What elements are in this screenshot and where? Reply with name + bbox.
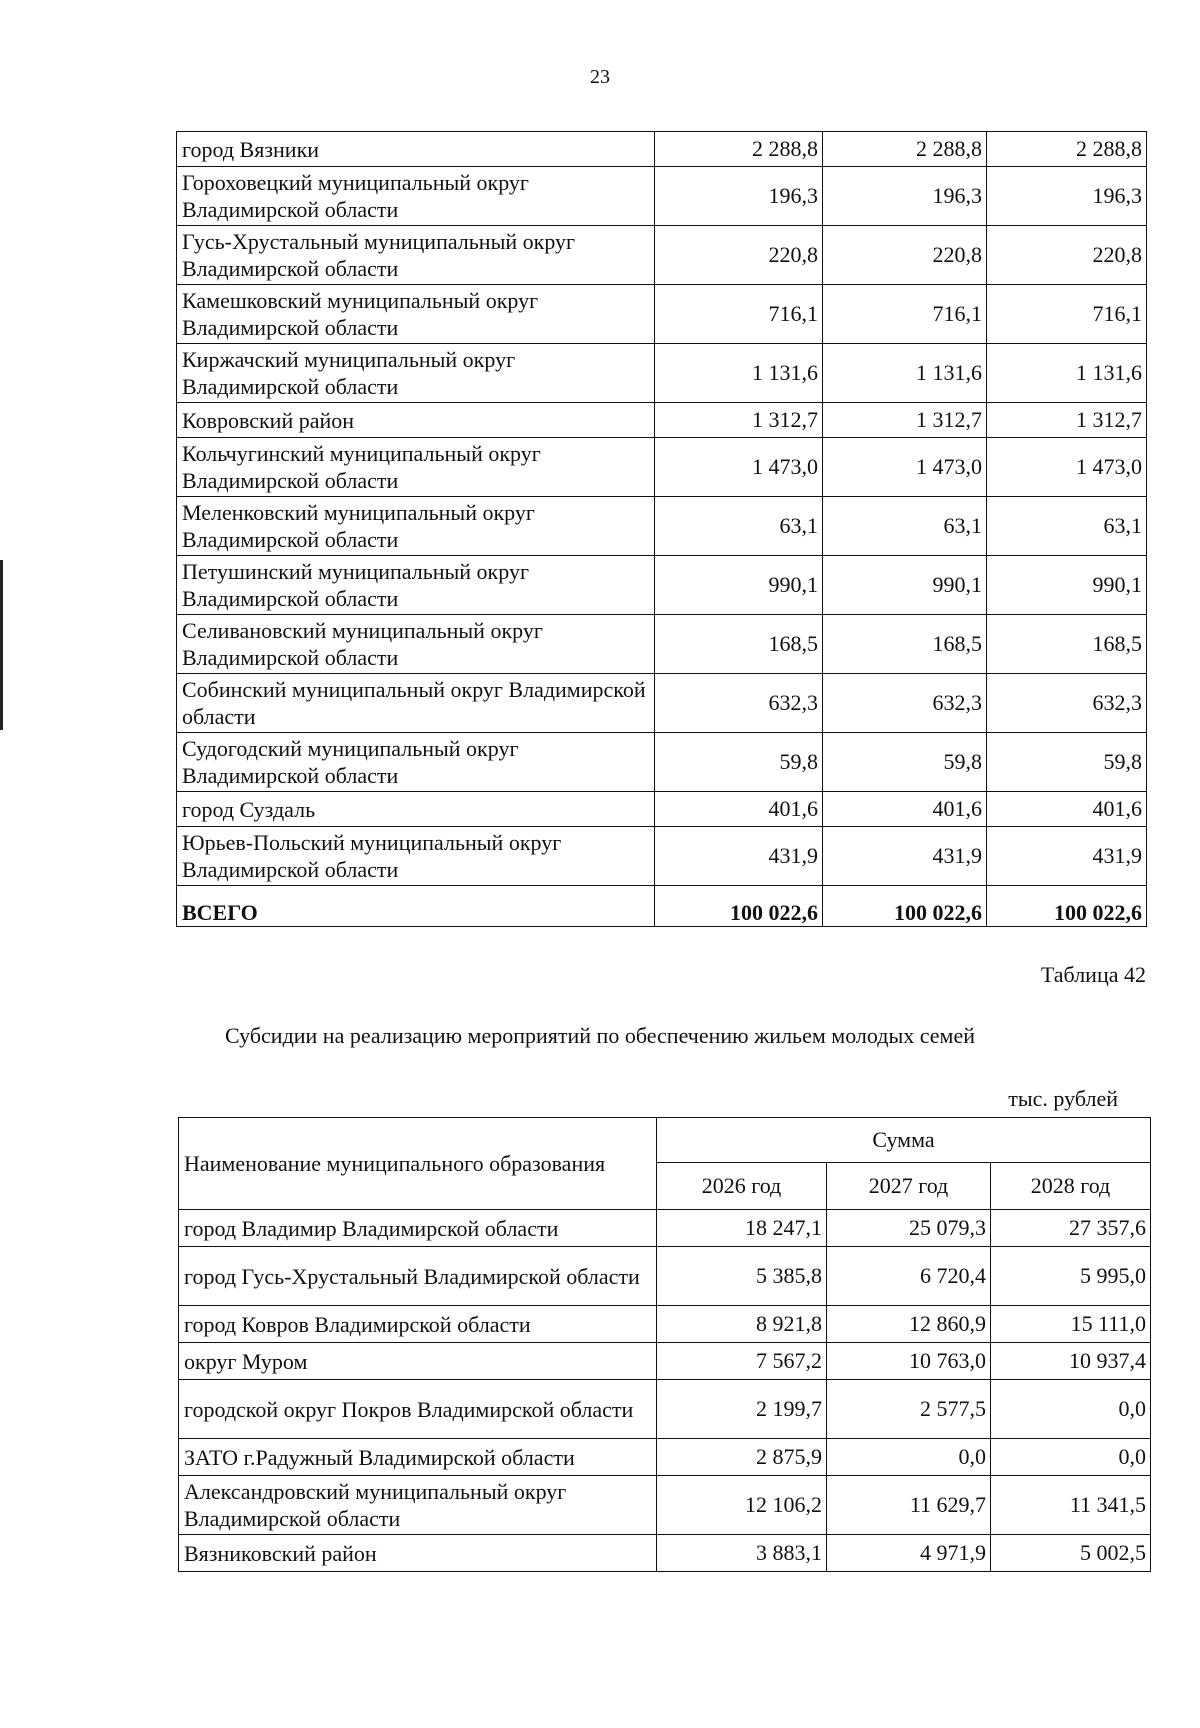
value-2026: 220,8 [655, 226, 823, 285]
municipality-name: город Ковров Владимирской области [179, 1306, 657, 1343]
value-2027: 11 629,7 [827, 1476, 991, 1535]
value-2028: 431,9 [987, 827, 1147, 886]
value-2027: 716,1 [823, 285, 987, 344]
municipality-name: Собинский муниципальный округ Владимирской области [177, 674, 655, 733]
value-2027: 168,5 [823, 615, 987, 674]
table-row [177, 827, 1147, 886]
value-2026: 1 312,7 [655, 403, 823, 438]
value-2028: 401,6 [987, 792, 1147, 827]
table-row [177, 285, 1147, 344]
value-2026: 8 921,8 [657, 1306, 827, 1343]
header-row [179, 1118, 1151, 1163]
page-number: 23 [590, 66, 610, 88]
municipality-name: Юрьев-Польский муниципальный округ Владимирской области [177, 827, 655, 886]
municipality-name: Гороховецкий муниципальный округ Владимирской области [177, 167, 655, 226]
table-row [177, 438, 1147, 497]
municipality-name: Камешковский муниципальный округ Владимирской области [177, 285, 655, 344]
value-2028: 5 995,0 [991, 1247, 1151, 1306]
value-2027: 63,1 [823, 497, 987, 556]
municipality-name: округ Муром [179, 1343, 657, 1380]
value-2027: 59,8 [823, 733, 987, 792]
total-2026: 100 022,6 [655, 886, 823, 927]
table-row [177, 674, 1147, 733]
value-2026: 3 883,1 [657, 1535, 827, 1572]
table-row [179, 1247, 1151, 1306]
municipality-name: Киржачский муниципальный округ Владимирской области [177, 344, 655, 403]
value-2026: 59,8 [655, 733, 823, 792]
value-2027: 990,1 [823, 556, 987, 615]
value-2026: 2 199,7 [657, 1380, 827, 1439]
value-2027: 1 312,7 [823, 403, 987, 438]
table-row [179, 1535, 1151, 1572]
value-2028: 11 341,5 [991, 1476, 1151, 1535]
value-2028: 1 473,0 [987, 438, 1147, 497]
value-2027: 1 131,6 [823, 344, 987, 403]
value-2028: 27 357,6 [991, 1210, 1151, 1247]
municipality-name: Вязниковский район [179, 1535, 657, 1572]
value-2026: 5 385,8 [657, 1247, 827, 1306]
table-row [177, 733, 1147, 792]
table-row [177, 556, 1147, 615]
municipality-name: Кольчугинский муниципальный округ Владимирской области [177, 438, 655, 497]
municipality-name: ЗАТО г.Радужный Владимирской области [179, 1439, 657, 1476]
municipality-name: город Владимир Владимирской области [179, 1210, 657, 1247]
value-2028: 2 288,8 [987, 132, 1147, 167]
value-2028: 716,1 [987, 285, 1147, 344]
value-2028: 63,1 [987, 497, 1147, 556]
municipality-name: город Гусь-Хрустальный Владимирской области [179, 1247, 657, 1306]
value-2027: 401,6 [823, 792, 987, 827]
value-2028: 0,0 [991, 1380, 1151, 1439]
value-2028: 1 312,7 [987, 403, 1147, 438]
table-row [177, 497, 1147, 556]
subsidies-table [178, 1117, 1151, 1572]
scan-edge-mark [0, 560, 3, 730]
value-2026: 401,6 [655, 792, 823, 827]
value-2027: 6 720,4 [827, 1247, 991, 1306]
municipality-name: Александровский муниципальный округ Владимирской области [179, 1476, 657, 1535]
municipality-name: город Вязники [177, 132, 655, 167]
municipality-name: Меленковский муниципальный округ Владимирской области [177, 497, 655, 556]
value-2026: 196,3 [655, 167, 823, 226]
value-2028: 0,0 [991, 1439, 1151, 1476]
year-2027-header: 2027 год [827, 1163, 991, 1210]
total-label: ВСЕГО [177, 886, 655, 927]
municipality-column-header: Наименование муниципального образования [179, 1118, 657, 1210]
value-2028: 632,3 [987, 674, 1147, 733]
value-2026: 1 131,6 [655, 344, 823, 403]
value-2028: 990,1 [987, 556, 1147, 615]
table-row [179, 1343, 1151, 1380]
value-2026: 2 875,9 [657, 1439, 827, 1476]
table-title: Субсидии на реализацию мероприятий по обеспечению жильем молодых семей [225, 1023, 975, 1048]
value-2028: 5 002,5 [991, 1535, 1151, 1572]
table-row [179, 1306, 1151, 1343]
year-2028-header: 2028 год [991, 1163, 1151, 1210]
value-2027: 196,3 [823, 167, 987, 226]
year-2026-header: 2026 год [657, 1163, 827, 1210]
table-row [179, 1380, 1151, 1439]
value-2028: 196,3 [987, 167, 1147, 226]
continuation-table [176, 131, 1147, 927]
municipality-name: городской округ Покров Владимирской области [179, 1380, 657, 1439]
value-2026: 632,3 [655, 674, 823, 733]
value-2026: 2 288,8 [655, 132, 823, 167]
table-row [177, 226, 1147, 285]
value-2027: 4 971,9 [827, 1535, 991, 1572]
value-2027: 220,8 [823, 226, 987, 285]
municipality-name: город Суздаль [177, 792, 655, 827]
value-2026: 716,1 [655, 285, 823, 344]
value-2026: 1 473,0 [655, 438, 823, 497]
value-2028: 168,5 [987, 615, 1147, 674]
table-row [177, 615, 1147, 674]
value-2027: 632,3 [823, 674, 987, 733]
value-2028: 15 111,0 [991, 1306, 1151, 1343]
table-row [177, 792, 1147, 827]
value-2026: 431,9 [655, 827, 823, 886]
value-2027: 0,0 [827, 1439, 991, 1476]
municipality-name: Гусь-Хрустальный муниципальный округ Владимирской области [177, 226, 655, 285]
municipality-name: Петушинский муниципальный округ Владимирской области [177, 556, 655, 615]
value-2026: 168,5 [655, 615, 823, 674]
table-row [177, 403, 1147, 438]
value-2027: 10 763,0 [827, 1343, 991, 1380]
total-2028: 100 022,6 [987, 886, 1147, 927]
value-2028: 220,8 [987, 226, 1147, 285]
value-2028: 10 937,4 [991, 1343, 1151, 1380]
value-2027: 2 288,8 [823, 132, 987, 167]
value-2027: 25 079,3 [827, 1210, 991, 1247]
value-2028: 59,8 [987, 733, 1147, 792]
table-row [179, 1476, 1151, 1535]
value-2026: 63,1 [655, 497, 823, 556]
sum-column-header: Сумма [657, 1118, 1151, 1163]
table-number-label: Таблица 42 [1040, 962, 1146, 987]
value-2028: 1 131,6 [987, 344, 1147, 403]
value-2026: 990,1 [655, 556, 823, 615]
value-2026: 7 567,2 [657, 1343, 827, 1380]
municipality-name: Судогодский муниципальный округ Владимирской области [177, 733, 655, 792]
total-row [177, 886, 1147, 927]
table-row [179, 1439, 1151, 1476]
value-2026: 18 247,1 [657, 1210, 827, 1247]
table-row [179, 1210, 1151, 1247]
units-label: тыс. рублей [1008, 1086, 1118, 1111]
value-2027: 2 577,5 [827, 1380, 991, 1439]
value-2027: 1 473,0 [823, 438, 987, 497]
table-row [177, 344, 1147, 403]
table-row [177, 132, 1147, 167]
value-2026: 12 106,2 [657, 1476, 827, 1535]
value-2027: 431,9 [823, 827, 987, 886]
total-2027: 100 022,6 [823, 886, 987, 927]
table-row [177, 167, 1147, 226]
municipality-name: Селивановский муниципальный округ Владимирской области [177, 615, 655, 674]
value-2027: 12 860,9 [827, 1306, 991, 1343]
municipality-name: Ковровский район [177, 403, 655, 438]
